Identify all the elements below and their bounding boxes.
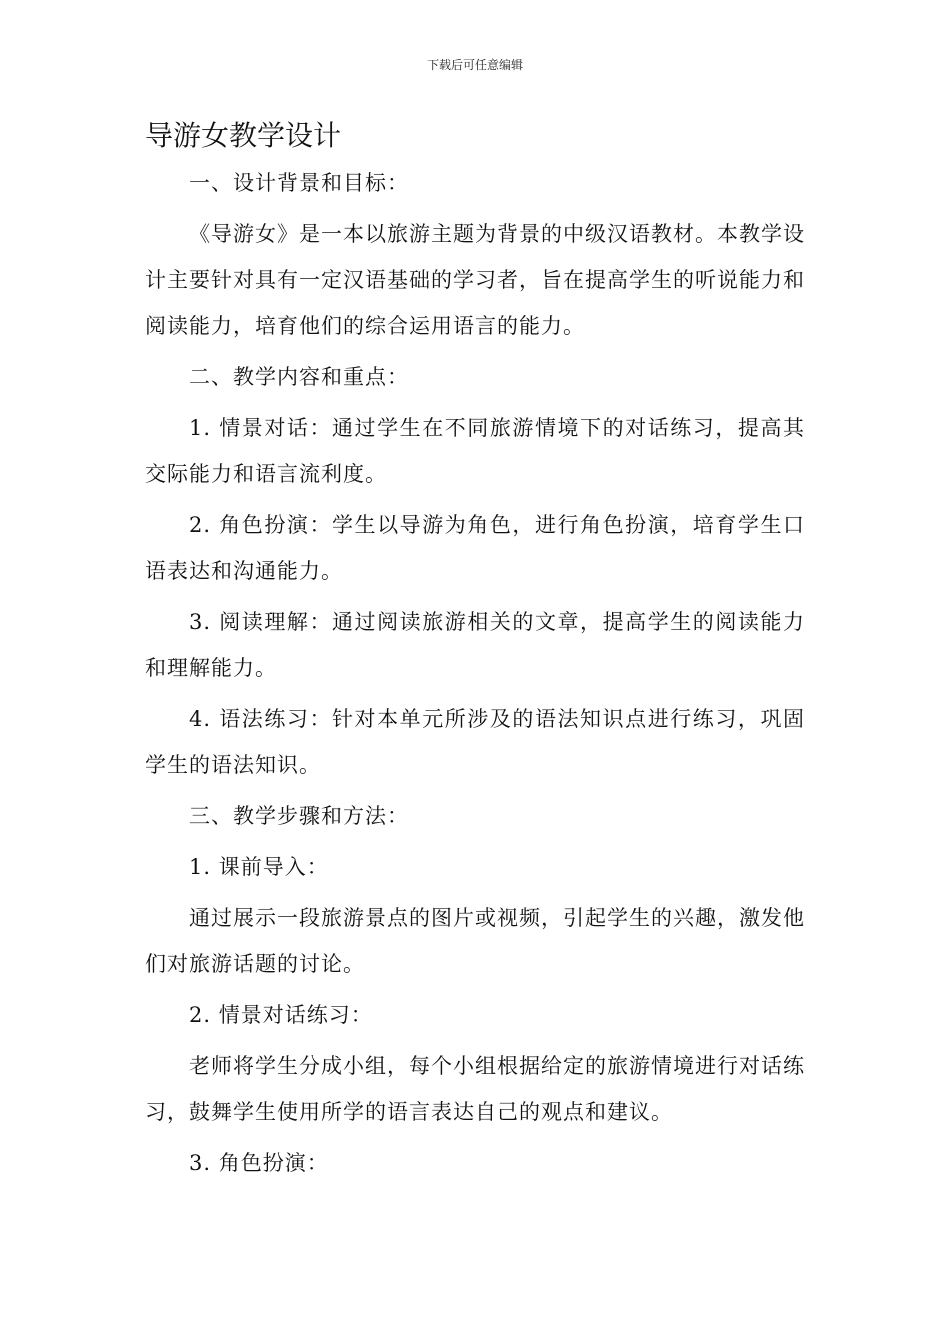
section-heading-background: 一、设计背景和目标： (189, 171, 409, 195)
document-title: 导游女教学设计 (145, 119, 342, 152)
paragraph-dialogue: 老师将学生分成小组，每个小组根据给定的旅游情境进行对话练习，鼓舞学生使用所学的语言表达自己的观点和建议。 (145, 1054, 805, 1124)
section-heading-content: 二、教学内容和重点： (189, 365, 409, 389)
list-item-reading: 3. 阅读理解：通过阅读旅游相关的文章，提高学生的阅读能力和理解能力。 (145, 610, 805, 680)
paragraph-intro: 《导游女》是一本以旅游主题为背景的中级汉语教材。本教学设计主要针对具有一定汉语基础的学习者，旨在提高学生的听说能力和阅读能力，培育他们的综合运用语言的能力。 (145, 222, 805, 338)
section-heading-steps: 三、教学步骤和方法： (189, 804, 409, 828)
step-heading-dialogue: 2. 情景对话练习： (189, 1003, 373, 1027)
paragraph-lead-in: 通过展示一段旅游景点的图片或视频，引起学生的兴趣，激发他们对旅游话题的讨论。 (145, 906, 805, 976)
document-body (145, 114, 805, 1191)
page-header-note: 下载后可任意编辑 (426, 58, 523, 72)
list-item-roleplay: 2. 角色扮演：学生以导游为角色，进行角色扮演，培育学生口语表达和沟通能力。 (145, 513, 805, 583)
step-heading-roleplay: 3. 角色扮演： (189, 1151, 329, 1175)
step-heading-lead-in: 1. 课前导入： (189, 855, 329, 879)
list-item-grammar: 4. 语法练习：针对本单元所涉及的语法知识点进行练习，巩固学生的语法知识。 (145, 707, 805, 777)
list-item-dialogue: 1. 情景对话：通过学生在不同旅游情境下的对话练习，提高其交际能力和语言流利度。 (145, 416, 805, 486)
